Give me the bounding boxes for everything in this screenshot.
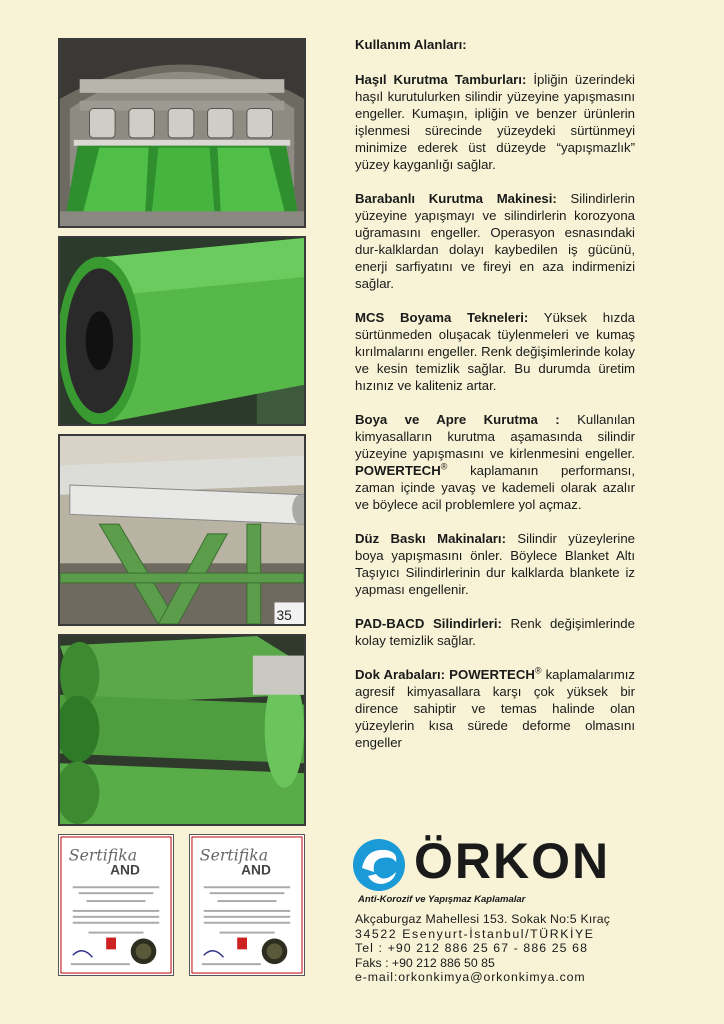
address-line-2: 34522 Esenyurt-İstanbul/TÜRKİYE xyxy=(355,926,595,941)
section-text: Yüksek hızda sürtünmeden oluşacak tüylenmeleri ve kumaş kırılmalarını engeller. Renk değişimlerinde kolay ve kesin temizlik sağlar. Bu durumda üretim hızınız ve kaliteniz artar. xyxy=(355,310,635,393)
section-sizing-drums xyxy=(355,71,635,173)
photo-sizing-drying-drums xyxy=(58,38,306,228)
section-term: Boya ve Apre Kurutma : xyxy=(355,412,560,427)
section-text: Silindir yüzeylerine boya yapışmasını önler. Böylece Blanket Altı Taşıyıcı Silindirlerinin dur kalklarda blankete iz yapması engellenir. xyxy=(355,531,635,597)
section-pad-bacd xyxy=(355,615,635,649)
brand-powertech: POWERTECH xyxy=(355,463,441,478)
phone: Tel : +90 212 886 25 67 - 886 25 68 xyxy=(355,941,589,955)
photo-green-rollers xyxy=(58,634,306,826)
section-term: Dok Arabaları: xyxy=(355,667,446,682)
photo-green-cylinder xyxy=(58,236,306,426)
section-text-2: kaplamanın performansı, zaman içinde yavaş ve kademeli olarak azalır ve böylece acil problemlere yol açmaz. xyxy=(355,463,635,512)
email[interactable]: e-mail:orkonkimya@orkonkimya.com xyxy=(355,970,586,984)
fax: Faks : +90 212 886 50 85 xyxy=(355,955,495,970)
registered-mark: ® xyxy=(440,461,448,472)
registered-mark: ® xyxy=(534,665,542,676)
certificate-1 xyxy=(58,834,174,976)
usage-areas xyxy=(355,36,635,768)
logo-tagline: Anti-Korozif ve Yapışmaz Kaplamalar xyxy=(358,894,526,905)
section-drum-dryer xyxy=(355,190,635,292)
section-text: İpliğin üzerindeki haşıl kurutulurken silindir yüzeyine yapışmasını engeller. Kumaşın, ipliğin ve benzer ürünlerin işlenmesi sürecinde yüzeydeki sürtünmeyi minimize ederek üst düzeyde “yapışmazlık” yüzey kayganlığı sağlar. xyxy=(355,72,635,172)
photo3-label: 35 xyxy=(276,608,292,624)
usage-heading: Kullanım Alanları: xyxy=(355,37,467,52)
section-term: MCS Boyama Tekneleri: xyxy=(355,310,529,325)
section-text: Kullanılan kimyasalların kurutma aşamasında silindir yüzeyine yapışmasını ve kirlenmesini engeller. xyxy=(355,412,635,461)
logo-wordmark: ÖRKON xyxy=(414,833,611,889)
cert1-brand: AND xyxy=(110,862,140,878)
cert2-brand: AND xyxy=(241,862,271,878)
orkon-logo xyxy=(352,833,642,908)
photo-drying-roller xyxy=(58,434,306,626)
section-text-2: kaplamalarımız agresif kimyasallara karşı çok yüksek bir dirence sahiptir ve temas halinde olan yüzeylerin kısa sürede deforme olmasını engeller xyxy=(355,667,635,750)
section-text: Silindirlerin yüzeyine yapışmayı ve silindirlerin korozyona uğramasını engeller. Operasyon esnasındaki dur-kalklardan dolayı kaybedilen iş gücünü, enerji sarfiyatını ve fireyi en aza indirmenizi sağlar. xyxy=(355,191,635,291)
cert2-script: Sertifika xyxy=(199,845,269,865)
section-term: Barabanlı Kurutma Makinesi: xyxy=(355,191,557,206)
section-text: Renk değişimlerinde kolay temizlik sağlar. xyxy=(355,616,635,648)
section-dye-finish-drying xyxy=(355,411,635,513)
section-dock-carts xyxy=(355,666,635,751)
contact-info xyxy=(355,912,637,985)
cert1-script: Sertifika xyxy=(68,845,138,865)
section-term: PAD-BACD Silindirleri: xyxy=(355,616,502,631)
section-mcs-dyeing xyxy=(355,309,635,394)
section-term: Düz Baskı Makinaları: xyxy=(355,531,506,546)
brand-powertech: POWERTECH xyxy=(449,667,535,682)
section-term: Haşıl Kurutma Tamburları: xyxy=(355,72,527,87)
certificate-2 xyxy=(189,834,305,976)
section-flat-printing xyxy=(355,530,635,598)
address-line-1: Akçaburgaz Mahellesi 153. Sokak No:5 Kıraç xyxy=(355,912,611,926)
orkon-logo-mark-icon xyxy=(352,838,406,892)
